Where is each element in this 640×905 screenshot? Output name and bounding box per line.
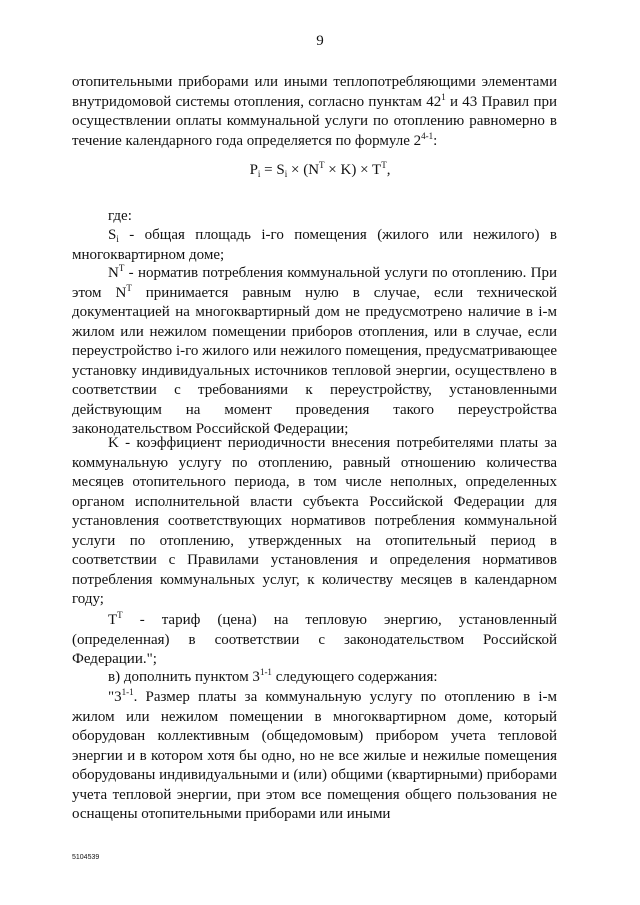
formula [0, 162, 640, 179]
text: S [108, 227, 117, 243]
text: : [433, 132, 438, 149]
subscript: i [116, 234, 119, 244]
text: × (N [287, 162, 320, 178]
text: × K) × T [324, 162, 382, 178]
superscript: 1-1 [121, 687, 134, 697]
subscript: i [284, 169, 288, 179]
paragraph-intro [72, 73, 557, 151]
superscript: T [319, 160, 325, 170]
where-label: где: [108, 208, 132, 224]
text: принимается равным нулю в случае, если технической документацией на многоквартирный дом не предусмотрено наличие в i-м жилом или нежилом помещении приборов отопления, или в случае, если переустройство i-го жилого или нежилого помещения, предусматривающее установку индивидуальных источников тепловой энергии, осуществлено в соответствии с требованиями к переустройству, установленными действующим на момент проведения такого переустройства законодательством Российской Федерации; [72, 284, 557, 437]
text: , [386, 162, 391, 178]
item-v [72, 668, 557, 688]
text: в) дополнить пунктом 3 [108, 669, 260, 685]
superscript: T [126, 282, 132, 293]
text: и 43 Правил при осуществлении оплаты коммунальной услуги по отоплению равномерно в течение календарного года определяется по формуле 2 [72, 93, 557, 149]
text: P [249, 162, 258, 178]
text: N [108, 265, 119, 281]
text: = S [260, 162, 285, 178]
text: - норматив потребления коммунальной услуги по отоплению. При этом N [72, 265, 557, 301]
new-paragraph [72, 688, 557, 825]
superscript: T [118, 263, 125, 273]
footer-code: 5104539 [72, 854, 100, 861]
definition-k: K - коэффициент периодичности внесения потребителями платы за коммунальную услугу по отоплению, равный отношению количества месяцев отопительного периода, в том числе неполных, определенных органом исполнительной власти субъекта Российской Федерации для установления соответствующих нормативов потребления коммунальной услуги по отоплению, утвержденных на отопительный период в соответствии с Правилами установления и определения нормативов потребления коммунальных услуг, к количеству месяцев в календарном году; [72, 435, 557, 607]
superscript: 1-1 [259, 667, 272, 677]
superscript: 1 [441, 91, 446, 102]
page-number: 9 [316, 33, 324, 49]
text: следующего содержания: [271, 669, 438, 685]
superscript: 4-1 [421, 130, 434, 141]
definition-s [72, 226, 557, 265]
definition-n [72, 264, 557, 440]
definition-t [72, 611, 557, 670]
text: "3 [108, 689, 122, 705]
text: отопительными приборами или иными теплопотребляющими элементами внутридомовой системы отопления, согласно пунктам 42 [72, 74, 557, 110]
subscript: i [257, 169, 261, 179]
superscript: T [381, 160, 387, 170]
text: - общая площадь i-го помещения (жилого или нежилого) в многоквартирном доме; [72, 227, 557, 263]
text: T [108, 612, 118, 628]
superscript: T [117, 610, 123, 620]
text: . Размер платы за коммунальную услугу по отоплению в i-м жилом или нежилом помещении в многоквартирном доме, который оборудован коллективным (общедомовым) прибором учета тепловой энергии и в котором хотя бы одно, но не все жилые и нежилые помещения оборудованы индивидуальными и (или) общими (квартирными) приборами учета тепловой энергии, при этом все помещения общего пользования не оснащены отопительными приборами или иными [72, 689, 557, 822]
text: - тариф (цена) на тепловую энергию, установленный (определенная) в соответствии с законодательством Российской Федерации."; [72, 612, 557, 667]
